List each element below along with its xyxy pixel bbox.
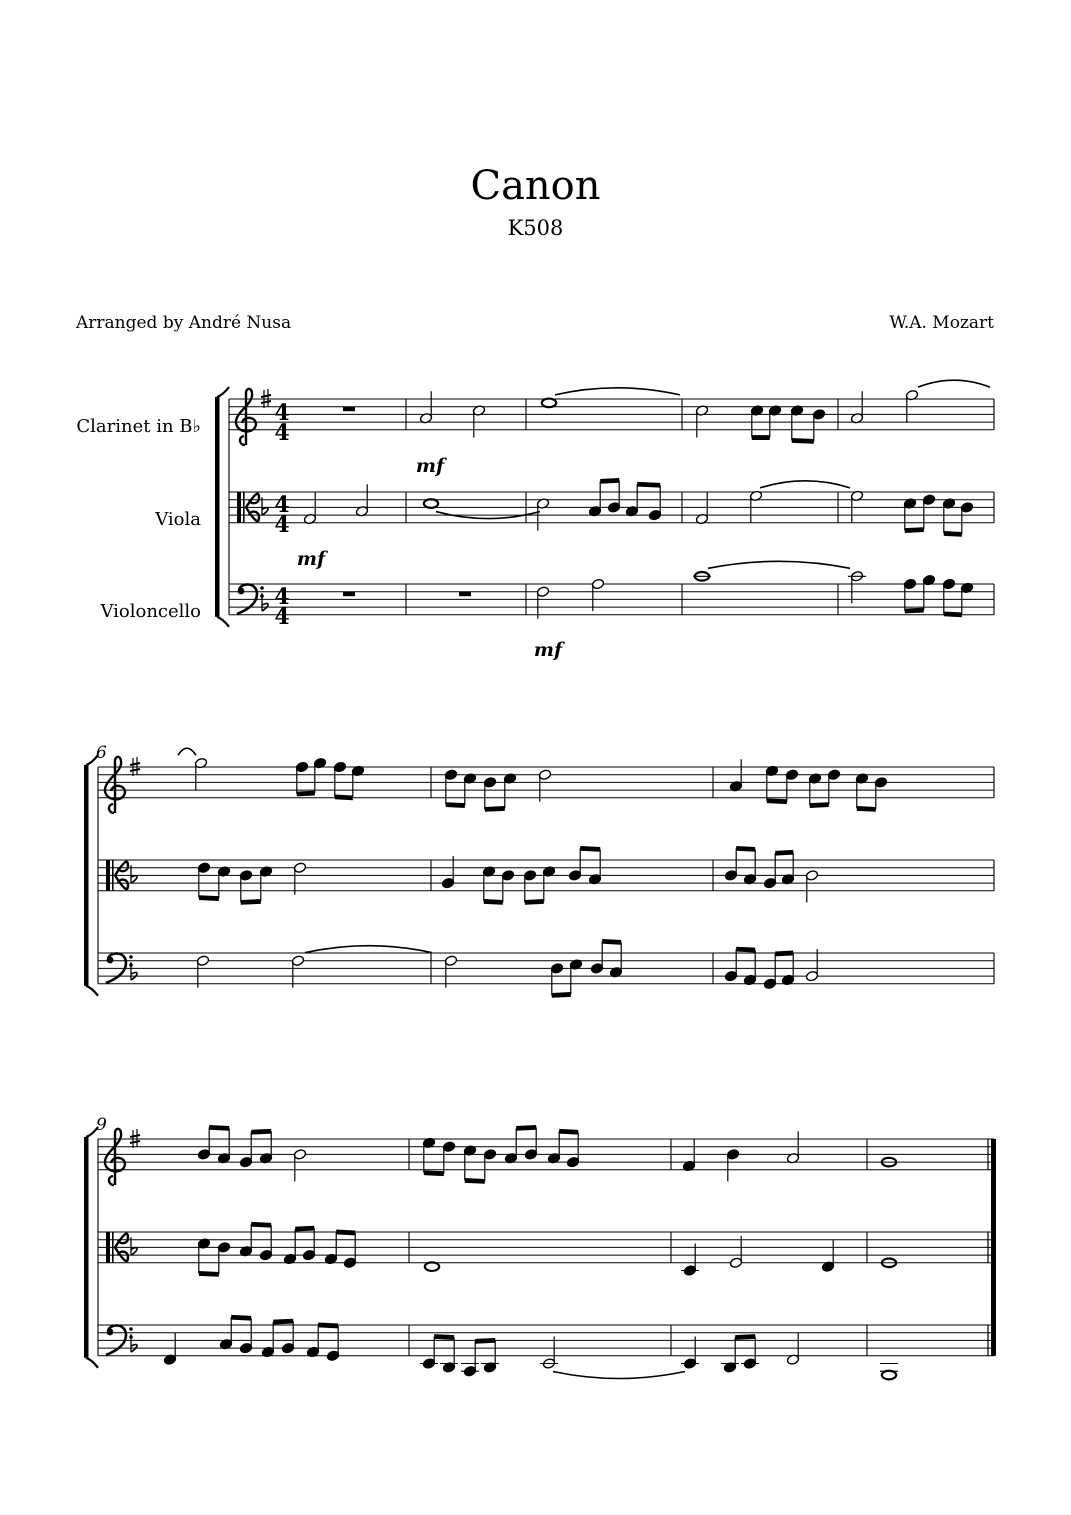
bass-clef <box>129 1327 133 1331</box>
svg-text:4: 4 <box>274 512 290 538</box>
whole-note <box>425 1262 439 1271</box>
beam <box>241 899 261 905</box>
beam <box>944 611 962 617</box>
final-barline <box>991 1139 996 1356</box>
piece-title: Canon <box>470 163 601 209</box>
beam <box>336 1230 355 1236</box>
beam <box>251 1222 271 1228</box>
beam <box>209 1125 229 1131</box>
system-bracket <box>215 397 220 617</box>
whole-rest <box>343 407 355 412</box>
system-bracket <box>86 986 98 996</box>
beam <box>810 802 829 808</box>
key-signature-sharp <box>261 395 271 397</box>
bass-clef <box>107 957 114 964</box>
system-bracket <box>217 387 229 397</box>
beam <box>736 846 755 852</box>
alto-clef <box>237 492 241 523</box>
composer-credit: W.A. Mozart <box>889 313 994 333</box>
tie <box>760 481 850 488</box>
key-signature-sharp <box>261 401 271 403</box>
tie <box>178 748 196 755</box>
beam <box>318 1323 338 1329</box>
beam <box>199 895 219 901</box>
alto-clef <box>112 860 114 891</box>
beam <box>424 1170 444 1176</box>
system-bracket <box>84 1137 89 1358</box>
bass-clef <box>129 955 133 959</box>
beam <box>446 802 465 808</box>
catalog-number: K508 <box>507 216 564 240</box>
beam <box>559 1129 578 1135</box>
beam <box>857 806 876 812</box>
key-signature-flat <box>262 508 268 516</box>
beam <box>580 846 600 852</box>
tie <box>555 388 680 395</box>
beam <box>434 1334 454 1340</box>
beam <box>484 899 503 905</box>
instrument-label-cello: Violoncello <box>100 601 201 622</box>
dynamic-viola: mf <box>296 548 326 570</box>
beam <box>516 1125 536 1131</box>
svg-text:4: 4 <box>274 400 290 426</box>
measure-number: 9 <box>96 1115 107 1135</box>
beam <box>600 478 619 484</box>
treble-clef <box>236 389 256 445</box>
whole-note <box>882 1371 896 1380</box>
beam <box>297 791 315 797</box>
beam <box>335 794 353 800</box>
beam <box>637 482 660 488</box>
whole-note <box>542 399 556 408</box>
whole-rest <box>459 592 471 597</box>
tie <box>305 946 432 953</box>
instrument-label-viola: Viola <box>155 509 201 530</box>
key-signature-sharp <box>130 769 140 771</box>
dynamic-clarinet: mf <box>415 455 445 477</box>
svg-text:4: 4 <box>274 604 290 630</box>
key-signature-sharp <box>130 1135 140 1137</box>
beam <box>485 806 505 812</box>
treble-clef <box>105 757 125 813</box>
system-bracket <box>217 617 229 627</box>
system-bracket <box>86 1358 98 1368</box>
alto-clef <box>106 1232 110 1263</box>
bass-clef <box>260 586 264 590</box>
beam <box>767 798 787 804</box>
beam <box>735 1334 755 1340</box>
svg-text:4: 4 <box>274 584 290 610</box>
tie <box>918 380 990 387</box>
beam <box>475 1338 495 1344</box>
alto-clef <box>112 1232 114 1263</box>
arranger-credit: Arranged by André Nusa <box>76 313 292 333</box>
alto-clef <box>106 860 110 891</box>
beam <box>199 1271 219 1277</box>
measure-number: 6 <box>96 743 107 763</box>
key-signature-sharp <box>130 1141 140 1143</box>
key-signature-flat <box>131 876 137 884</box>
beam <box>775 850 793 856</box>
instrument-label-clarinet: Clarinet in B♭ <box>76 416 201 437</box>
tie <box>708 561 850 568</box>
beam <box>295 1226 314 1232</box>
system-bracket <box>84 765 89 986</box>
key-signature-flat <box>131 1248 137 1256</box>
beam <box>525 899 544 905</box>
beam <box>273 1319 293 1325</box>
beam <box>602 939 621 945</box>
beam <box>775 951 793 957</box>
beam <box>251 1129 271 1135</box>
tie <box>553 1372 685 1379</box>
bass-clef <box>107 1329 114 1336</box>
beam <box>465 1178 485 1184</box>
whole-rest <box>343 592 355 597</box>
svg-text:4: 4 <box>274 492 290 518</box>
whole-note <box>424 499 438 508</box>
treble-clef <box>105 1129 125 1185</box>
beam <box>231 1315 251 1321</box>
beam <box>944 531 962 537</box>
bass-clef <box>238 588 245 595</box>
svg-text:4: 4 <box>274 420 290 446</box>
beam <box>736 947 755 953</box>
notation <box>84 380 996 1379</box>
beam <box>792 438 814 444</box>
key-signature-sharp <box>130 763 140 765</box>
beam <box>552 992 571 998</box>
beam <box>905 608 924 614</box>
beam <box>905 527 924 533</box>
dynamic-cello: mf <box>533 639 563 661</box>
alto-clef <box>243 492 245 523</box>
beam <box>752 435 770 440</box>
